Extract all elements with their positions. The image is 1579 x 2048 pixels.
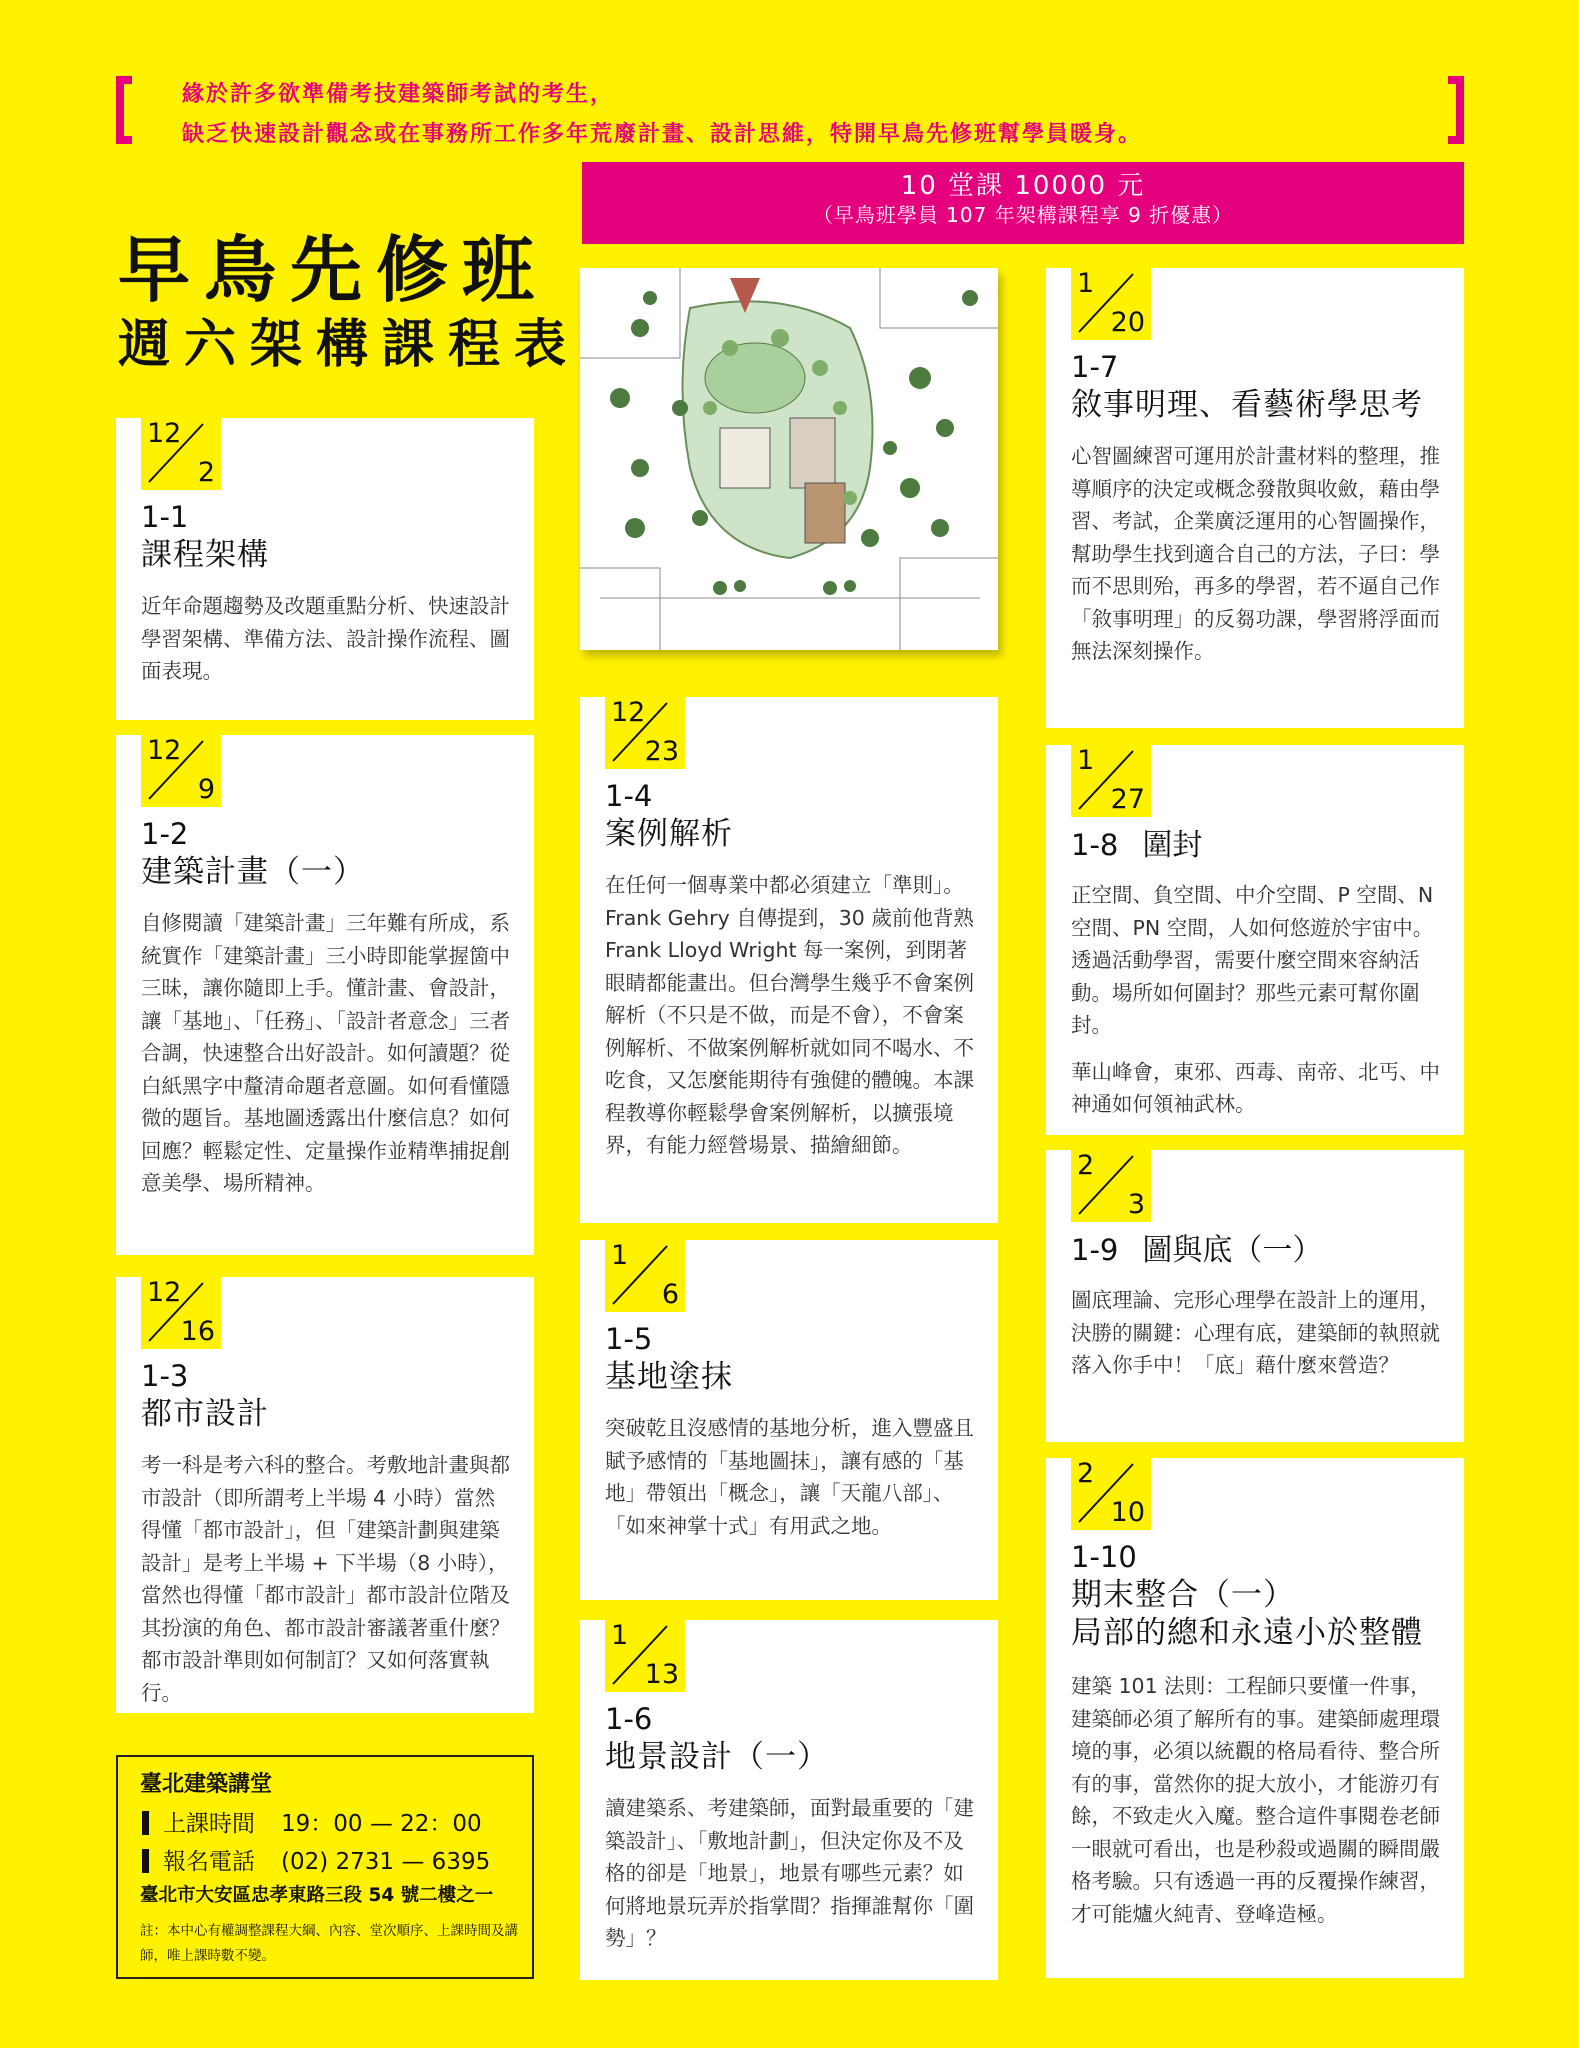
course-description <box>1071 1670 1442 1930</box>
course-title: 基地塗抹 <box>605 1359 733 1395</box>
course-description <box>1071 440 1442 668</box>
date-day: 23 <box>644 736 679 767</box>
course-code: 1-4 <box>605 779 653 813</box>
course-card-1-7 <box>1046 268 1464 728</box>
course-paragraph: 正空間、負空間、中介空間、P 空間、N 空間、PN 空間，人如何悠遊於宇宙中。透過活動學習，需要什麼空間來容納活動。場所如何圍封？那些元素可幫你圍封。 <box>1071 883 1434 1037</box>
course-code: 1-8 <box>1071 828 1119 862</box>
date-day: 13 <box>644 1659 679 1690</box>
date-badge <box>1071 1150 1151 1222</box>
intro-text <box>182 74 1382 154</box>
course-code: 1-10 <box>1071 1540 1137 1574</box>
course-paragraph: 讀建築系、考建築師，面對最重要的「建築設計」、「敷地計劃」，但決定你及不及格的卻是「地景」，地景有哪些元素？如何將地景玩弄於指掌間？指揮誰幫你「圍勢」？ <box>605 1796 974 1950</box>
date-badge <box>605 697 685 769</box>
course-title: 建築計畫（一） <box>141 854 365 890</box>
site-plan-sketch-icon <box>580 268 998 650</box>
course-title: 圖與底（一） <box>1142 1233 1323 1268</box>
date-day: 16 <box>180 1316 215 1347</box>
phone-value: (02) 2731 — 6395 <box>281 1849 491 1875</box>
date-badge <box>1071 745 1151 817</box>
course-title: 案例解析 <box>605 816 733 852</box>
course-card-1-10 <box>1046 1458 1464 1978</box>
date-day: 2 <box>197 457 215 488</box>
date-badge <box>1071 268 1151 340</box>
course-paragraph: 在任何一個專業中都必須建立「準則」。Frank Gehry 自傳提到，30 歲前他背熟 Frank Lloyd Wright 每一案例，到閉著眼睛都能畫出。但台灣學生幾乎不會案例解析（不只是不做，而是不會），不會案例解析、不做案例解析就如同不喝水、不吃食，又怎麼能期待有強健的體魄。本課程教導你輕鬆學會案例解析，以擴張境界，有能力經營場景、描繪細節。 <box>605 873 974 1157</box>
course-card-1-2 <box>116 735 534 1255</box>
date-month: 1 <box>1077 268 1095 299</box>
bullet-bar-icon <box>142 1849 149 1873</box>
date-badge <box>605 1620 685 1692</box>
price-main: 10 堂課 10000 元 <box>900 171 1146 201</box>
course-description <box>141 907 512 1200</box>
date-badge <box>141 735 221 807</box>
page-subtitle: 週六架構課程表 <box>118 314 581 375</box>
address: 臺北市大安區忠孝東路三段 54 號二樓之一 <box>140 1885 494 1906</box>
course-paragraph: 建築 101 法則：工程師只要懂一件事，建築師必須了解所有的事。建築師處理環境的事，必須以統觀的格局看待、整合所有的事，當然你的捉大放小，才能游刃有餘，不致走火入魔。整合這件事閱卷老師一眼就可看出，也是秒殺或過關的瞬間嚴格考驗。只有透過一再的反覆操作練習，才可能爐火純青、登峰造極。 <box>1071 1674 1440 1926</box>
course-card-1-8 <box>1046 745 1464 1135</box>
course-description <box>1071 879 1442 1121</box>
course-description <box>605 869 976 1162</box>
date-month: 1 <box>611 1240 629 1271</box>
course-title: 都市設計 <box>141 1396 269 1432</box>
course-paragraph: 自修閱讀「建築計畫」三年難有所成，系統實作「建築計畫」三小時即能掌握箇中三昧，讓你隨即上手。懂計畫、會設計，讓「基地」、「任務」、「設計者意念」三者合調，快速整合出好設計。如何讀題？從白紙黑字中釐清命題者意圖。如何看懂隱微的題旨。基地圖透露出什麼信息？如何回應？輕鬆定性、定量操作並精準捕捉創意美學、場所精神。 <box>141 911 510 1195</box>
course-paragraph: 近年命題趨勢及改題重點分析、快速設計學習架構、準備方法、設計操作流程、圖面表現。 <box>141 594 510 683</box>
course-title: 圍封 <box>1142 828 1203 863</box>
price-note: （早鳥班學員 107 年架構課程享 9 折優惠） <box>812 203 1234 227</box>
date-badge <box>1071 1458 1151 1530</box>
date-month: 1 <box>611 1620 629 1651</box>
date-month: 1 <box>1077 745 1095 776</box>
course-card-1-1 <box>116 418 534 720</box>
date-day: 6 <box>661 1279 679 1310</box>
course-description <box>605 1792 976 1955</box>
date-day: 20 <box>1110 307 1145 338</box>
date-month: 12 <box>611 697 646 728</box>
date-month: 12 <box>147 418 182 449</box>
date-month: 2 <box>1077 1150 1095 1181</box>
date-month: 12 <box>147 1277 182 1308</box>
course-description <box>605 1412 976 1542</box>
course-description <box>141 590 512 688</box>
course-paragraph: 考一科是考六科的整合。考敷地計畫與都市設計（即所謂考上半場 4 小時）當然得懂「都市設計」，但「建築計劃與建築設計」是考上半場 + 下半場（8 小時），當然也得懂「都市設計」都市設計位階及其扮演的角色、都市設計審議著重什麼？都市設計準則如何制訂？又如何落實執行。 <box>141 1453 510 1705</box>
intro-line-1: 緣於許多欲準備考技建築師考試的考生， <box>182 81 615 107</box>
intro-right-bracket <box>1448 76 1464 144</box>
intro-left-bracket <box>116 76 132 144</box>
date-day: 9 <box>197 774 215 805</box>
date-day: 27 <box>1110 784 1145 815</box>
disclaimer-note: 註：本中心有權調整課程大綱、內容、堂次順序、上課時間及講師，唯上課時數不變。 <box>140 1923 518 1964</box>
course-subtitle: 局部的總和永遠小於整體 <box>1071 1615 1423 1651</box>
course-code: 1-7 <box>1071 350 1119 384</box>
phone-label: 報名電話 <box>163 1849 255 1875</box>
intro-line-2: 缺乏快速設計觀念或在事務所工作多年荒廢計畫、設計思維，特開早鳥先修班幫學員暖身。 <box>182 121 1143 147</box>
date-day: 10 <box>1110 1497 1145 1528</box>
course-card-1-6 <box>580 1620 998 1980</box>
date-badge <box>605 1240 685 1312</box>
course-card-1-5 <box>580 1240 998 1600</box>
class-time-value: 19：00 — 22：00 <box>281 1811 482 1837</box>
course-description <box>141 1449 512 1709</box>
course-code: 1-9 <box>1071 1233 1119 1267</box>
course-title: 課程架構 <box>141 537 269 573</box>
course-title: 期末整合（一） <box>1071 1577 1295 1613</box>
course-code: 1-5 <box>605 1322 653 1356</box>
course-heading <box>1071 1232 1322 1269</box>
school-name: 臺北建築講堂 <box>140 1772 273 1797</box>
course-card-1-3 <box>116 1277 534 1713</box>
course-title: 敘事明理、看藝術學思考 <box>1071 387 1423 423</box>
course-code: 1-2 <box>141 817 189 851</box>
course-paragraph: 圖底理論、完形心理學在設計上的運用，決勝的關鍵：心理有底，建築師的執照就落入你手中！「底」藉什麼來營造？ <box>1071 1288 1440 1377</box>
bullet-bar-icon <box>142 1811 149 1835</box>
price-banner <box>582 162 1464 244</box>
contact-info-box <box>116 1755 534 1979</box>
date-month: 2 <box>1077 1458 1095 1489</box>
date-badge <box>141 418 221 490</box>
course-paragraph: 突破乾且沒感情的基地分析，進入豐盛且賦予感情的「基地圖抹」，讓有感的「基地」帶領出「概念」，讓「天龍八部」、「如來神掌十式」有用武之地。 <box>605 1416 974 1538</box>
phone-row <box>142 1843 490 1876</box>
course-title: 地景設計（一） <box>605 1739 829 1775</box>
class-time-row <box>142 1805 482 1838</box>
course-code: 1-1 <box>141 500 189 534</box>
course-description <box>1071 1284 1442 1382</box>
course-heading <box>1071 827 1202 864</box>
date-day: 3 <box>1127 1189 1145 1220</box>
course-paragraph: 心智圖練習可運用於計畫材料的整理，推導順序的決定或概念發散與收斂，藉由學習、考試，企業廣泛運用的心智圖操作，幫助學生找到適合自己的方法，子曰：學而不思則殆，再多的學習，若不逼自己作「敘事明理」的反芻功課，學習將浮面而無法深刻操作。 <box>1071 444 1440 663</box>
course-code: 1-3 <box>141 1359 189 1393</box>
course-card-1-4 <box>580 697 998 1223</box>
site-plan-image <box>580 268 998 650</box>
course-paragraph: 華山峰會，東邪、西毒、南帝、北丐、中神通如何領袖武林。 <box>1071 1059 1440 1116</box>
course-card-1-9 <box>1046 1150 1464 1442</box>
course-code: 1-6 <box>605 1702 653 1736</box>
class-time-label: 上課時間 <box>163 1811 255 1837</box>
date-month: 12 <box>147 735 182 766</box>
page-title: 早鳥先修班 <box>118 227 549 312</box>
date-badge <box>141 1277 221 1349</box>
